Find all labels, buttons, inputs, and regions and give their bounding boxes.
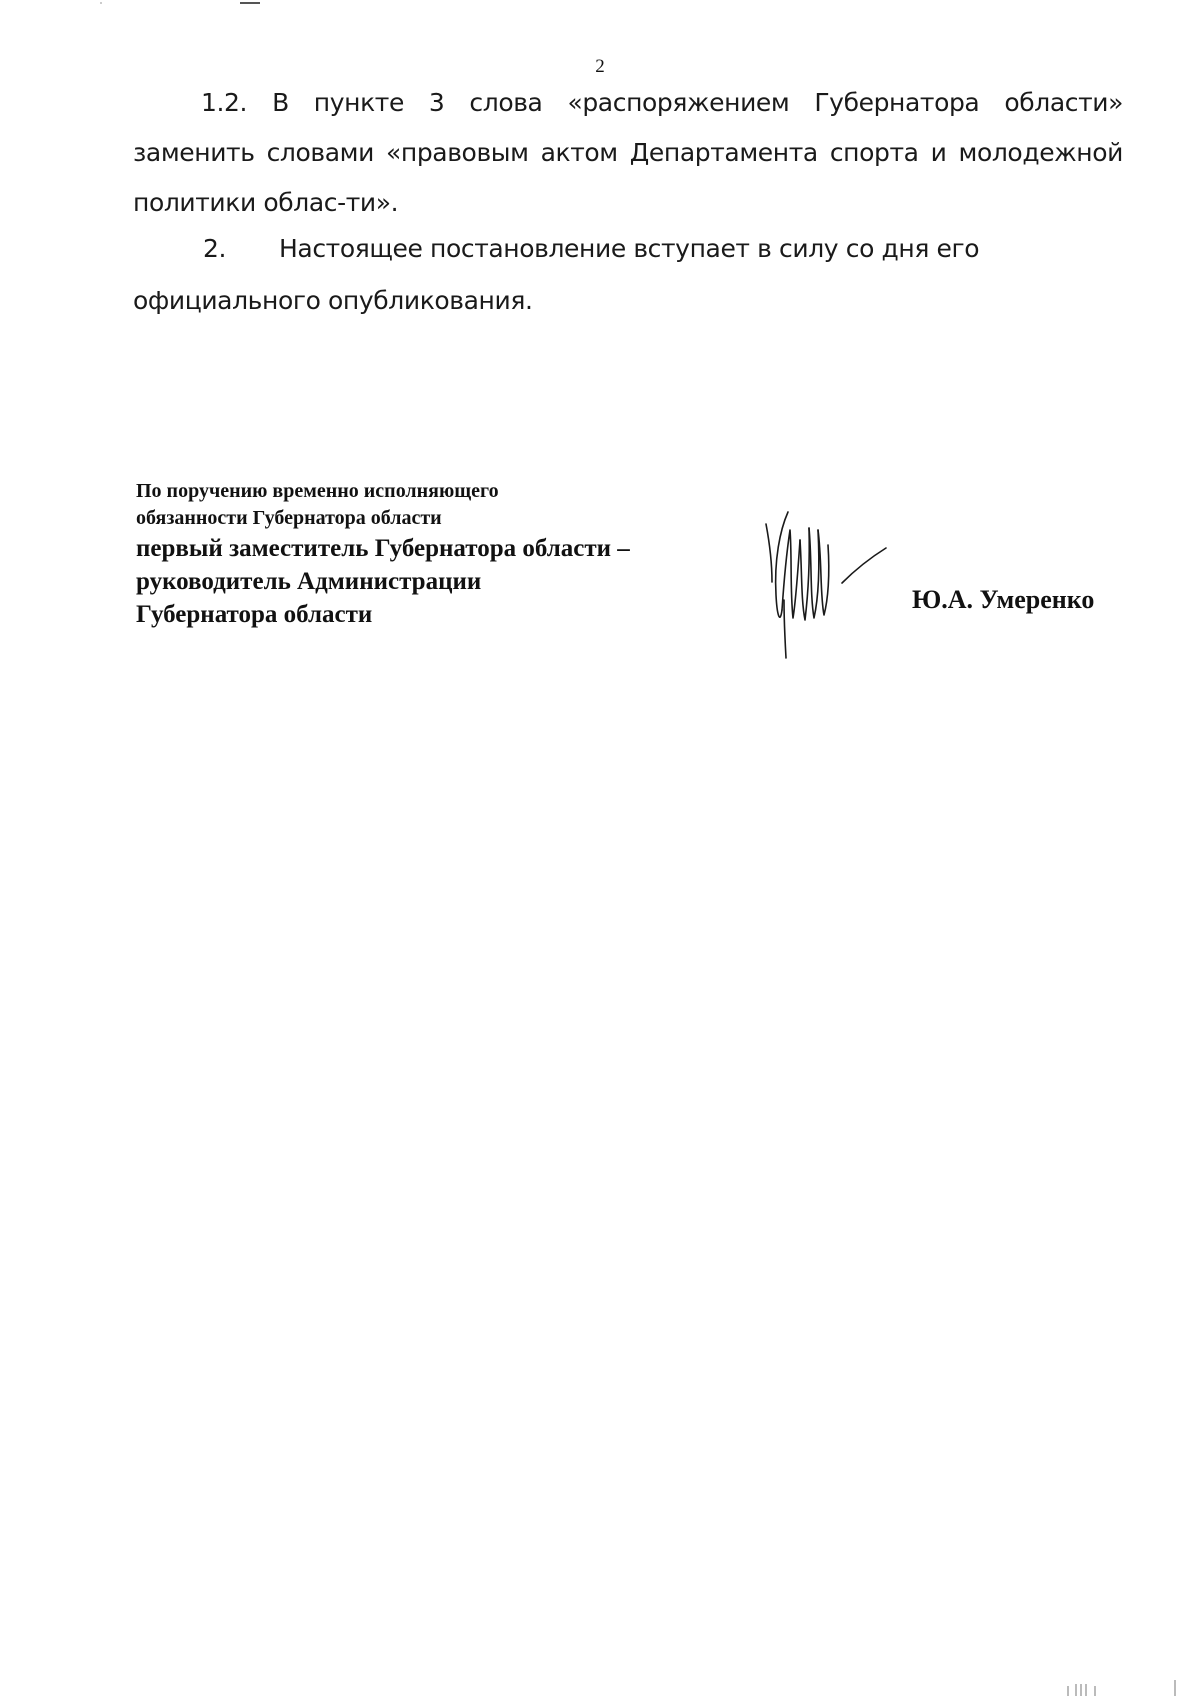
scan-artifact-top [100,0,270,8]
signatory-line: руководитель Администрации [136,568,482,595]
signatory-line: обязанности Губернатора области [136,507,442,529]
handwritten-signature [760,500,890,660]
signatory-line: Губернатора области [136,601,373,628]
paragraph-1-2: 1.2. В пункте 3 слова «распоряжением Губернатора области» заменить словами «правовым актом Департамента спорта и молодежной политики облас-ти». [133,88,1123,217]
paragraph-2-text: Настоящее постановление вступает в силу со дня его официального опубликования. [133,234,980,315]
signatory-position [136,478,630,631]
signatory-line: По поручению временно исполняющего [136,480,499,502]
paragraph-2 [133,223,1123,327]
page-number: 2 [595,56,605,77]
scan-artifact-bottom [1060,1680,1200,1697]
paragraph-2-number: 2. [203,234,227,263]
signatory-line: первый заместитель Губернатора области – [136,535,630,562]
signatory-name: Ю.А. Умеренко [912,585,1095,614]
